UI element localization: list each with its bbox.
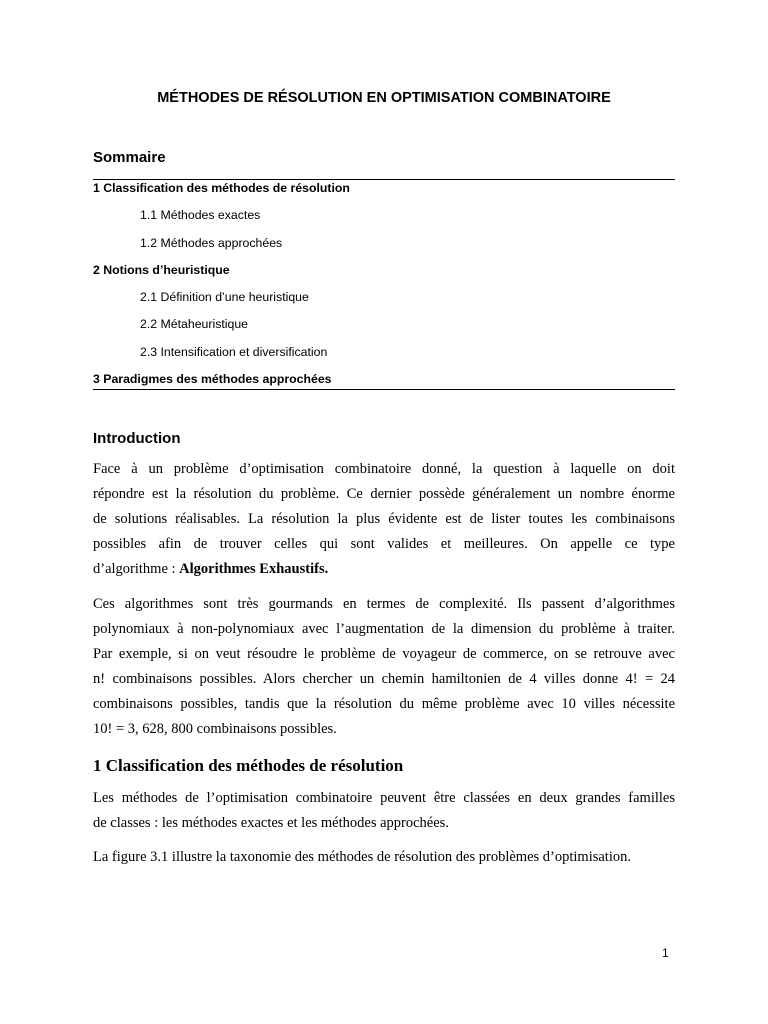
toc-item-1-1[interactable]: 1.1 Méthodes exactes [140, 208, 261, 223]
text-line: Ces algorithmes sont très gourmands en termes de complexité. Ils passent d’algorithmes [93, 596, 675, 612]
text-line: possibles afin de trouver celles qui sont valides et meilleures. On appelle ce type [93, 536, 675, 552]
text-line [93, 557, 675, 582]
toc-item-1-2[interactable]: 1.2 Méthodes approchées [140, 235, 283, 250]
text-line: Les méthodes de l’optimisation combinatoire peuvent être classées en deux grandes familles [93, 790, 675, 806]
section-1-heading: 1 Classification des méthodes de résolution [93, 756, 404, 775]
text-line: de solutions réalisables. La résolution la plus évidente est de lister toutes les combinaisons [93, 511, 675, 527]
toc-bottom-rule [93, 389, 675, 390]
toc-heading: Sommaire [93, 149, 166, 166]
introduction-paragraph-1 [93, 457, 675, 582]
toc-item-2-2[interactable]: 2.2 Métaheuristique [140, 317, 249, 332]
text-line: n! combinaisons possibles. Alors chercher un chemin hamiltonien de 4 villes donne 4! = 24 [93, 671, 675, 687]
text-line: Par exemple, si on veut résoudre le problème de voyageur de commerce, on se retrouve avec [93, 646, 675, 662]
table-of-contents [93, 180, 675, 398]
toc-item-2-1[interactable]: 2.1 Définition d’une heuristique [140, 290, 309, 305]
document-title: MÉTHODES DE RÉSOLUTION EN OPTIMISATION COMBINATOIRE [157, 90, 611, 106]
toc-item-2[interactable]: 2 Notions d’heuristique [93, 262, 230, 277]
text-line-prefix: d’algorithme : [93, 561, 180, 577]
text-line: polynomiaux à non-polynomiaux avec l’augmentation de la dimension du problème à traiter. [93, 621, 675, 637]
toc-item-3[interactable]: 3 Paradigmes des méthodes approchées [93, 372, 332, 387]
text-line: répondre est la résolution du problème. Ce dernier possède généralement un nombre énorme [93, 486, 675, 502]
section-1-paragraph-2 [93, 845, 675, 870]
exhaustive-algorithms-term: Algorithmes Exhaustifs. [179, 561, 329, 577]
text-line: combinaisons possibles, tandis que la résolution du même problème avec 10 villes nécessite [93, 696, 675, 712]
text-line: La figure 3.1 illustre la taxonomie des méthodes de résolution des problèmes d’optimisation. [93, 849, 631, 865]
toc-item-1[interactable]: 1 Classification des méthodes de résolution [93, 181, 350, 195]
toc-item-2-3[interactable]: 2.3 Intensification et diversification [140, 344, 328, 359]
page-number: 1 [662, 946, 669, 960]
introduction-paragraph-2 [93, 592, 675, 742]
text-line: 10! = 3, 628, 800 combinaisons possibles. [93, 721, 337, 737]
introduction-heading: Introduction [93, 430, 181, 447]
text-line: Face à un problème d’optimisation combinatoire donné, la question à laquelle on doit [93, 461, 675, 477]
text-line: de classes : les méthodes exactes et les méthodes approchées. [93, 815, 449, 831]
section-1-paragraph-1 [93, 786, 675, 836]
